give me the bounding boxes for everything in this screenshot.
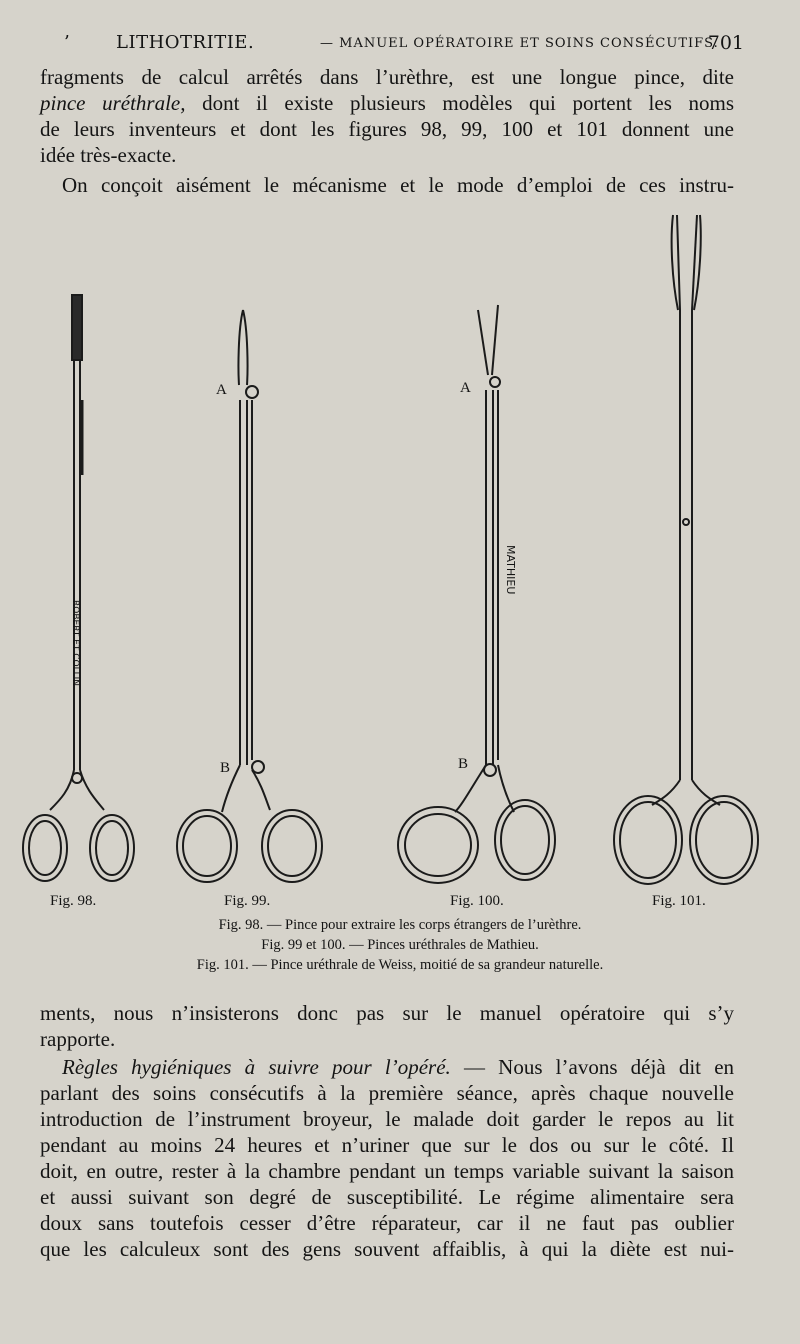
section-lead: Règles hygiéniques à suivre pour l’opéré. xyxy=(62,1055,451,1079)
fig98-engraving: ROBERT ET COLLIN xyxy=(70,600,80,686)
instruments-illustration xyxy=(0,200,800,920)
paragraph-line: que les calculeux sont des gens souvent affaiblis, à qui la diète est nui- xyxy=(40,1237,734,1261)
fig100-forceps-drawing xyxy=(398,305,555,883)
paragraph-line xyxy=(40,1054,734,1080)
paragraph-line: ments, nous n’insisterons donc pas sur le manuel opératoire qui s’y xyxy=(40,1001,734,1025)
paragraph-line: fragments de calcul arrêtés dans l’urèthre, est une longue pince, dite xyxy=(40,65,734,89)
page-number: 701 xyxy=(707,32,744,54)
fig99-forceps-drawing xyxy=(177,310,322,882)
paragraph-line: doux sans toutefois cesser d’être réparateur, car il ne faut pas oublier xyxy=(40,1211,734,1235)
paragraph-1 xyxy=(40,64,734,168)
fig100-engraving: MATHIEU xyxy=(504,545,517,595)
paragraph-line: et aussi suivant son degré de susceptibilité. Le régime alimentaire sera xyxy=(40,1185,734,1209)
caption-fig98: Fig. 98. — Pince pour extraire les corps étrangers de l’urèthre. xyxy=(218,917,582,933)
header-title: LITHOTRITIE. xyxy=(116,32,255,53)
fig99-letter-a: A xyxy=(216,382,227,398)
fig100-letter-a: A xyxy=(460,380,471,396)
fig98-label: Fig. 98. xyxy=(50,893,97,909)
fig101-forceps-drawing xyxy=(614,215,758,884)
paragraph-2 xyxy=(40,172,734,198)
paragraph-line: parlant des soins consécutifs à la première séance, après chaque nouvelle xyxy=(40,1081,734,1105)
paragraph-line xyxy=(40,90,734,116)
fig101-label: Fig. 101. xyxy=(652,893,706,909)
paragraph-line: idée très-exacte. xyxy=(40,143,177,167)
fig99-label: Fig. 99. xyxy=(224,893,271,909)
fig100-label: Fig. 100. xyxy=(450,893,504,909)
paragraph-3 xyxy=(40,1000,734,1052)
fig99-letter-b: B xyxy=(220,760,231,776)
paragraph-line: de leurs inventeurs et dont les figures 98, 99, 100 et 101 donnent une xyxy=(40,117,734,141)
italic-term: pince uréthrale, xyxy=(40,91,186,115)
paragraph-4 xyxy=(40,1054,734,1262)
paragraph-line: introduction de l’instrument broyeur, le malade doit garder le repos au lit xyxy=(40,1107,734,1131)
fig98-forceps-drawing xyxy=(23,295,134,881)
header-subtitle: — MANUEL OPÉRATOIRE ET SOINS CONSÉCUTIFS. xyxy=(320,36,719,51)
running-header xyxy=(64,30,744,56)
paragraph-line: On conçoit aisément le mécanisme et le mode d’emploi de ces instru- xyxy=(62,173,734,197)
header-mark: ’ xyxy=(64,32,70,53)
paragraph-text: — Nous l’avons déjà dit en xyxy=(463,1055,735,1079)
paragraph-line: pendant au moins 24 heures et n’uriner que sur le dos ou sur le côté. Il xyxy=(40,1133,734,1157)
paragraph-line: doit, en outre, rester à la chambre pendant un temps variable suivant la saison xyxy=(40,1159,734,1183)
fig100-letter-b: B xyxy=(458,756,469,772)
paragraph-line: rapporte. xyxy=(40,1027,116,1051)
instrument-figures xyxy=(0,200,800,920)
caption-fig99-100: Fig. 99 et 100. — Pinces uréthrales de Mathieu. xyxy=(261,937,539,953)
caption-fig101: Fig. 101. — Pince uréthrale de Weiss, moitié de sa grandeur naturelle. xyxy=(196,957,604,973)
paragraph-text: dont il existe plusieurs modèles qui portent les noms xyxy=(202,91,734,115)
